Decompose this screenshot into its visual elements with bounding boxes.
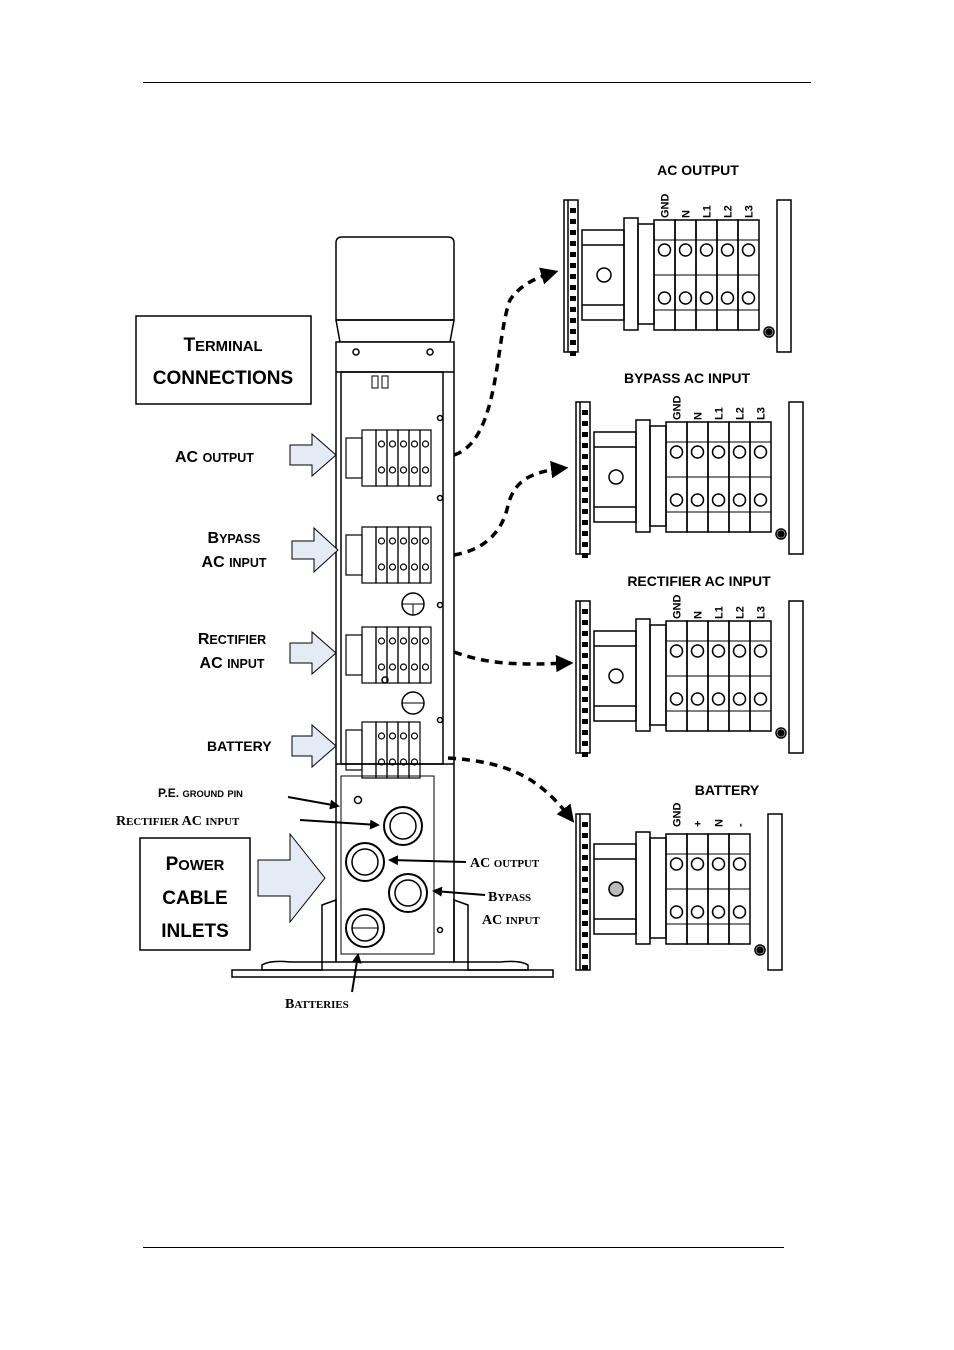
pin-label: L1 (713, 407, 726, 420)
arrow-rectifier (290, 632, 336, 674)
pin-label: L1 (713, 606, 726, 619)
pin-label: L2 (734, 407, 747, 420)
detail-title: BATTERY (694, 782, 760, 798)
pin-label: L3 (755, 606, 768, 619)
pin-label: N (713, 819, 726, 827)
detail-block-1 (576, 370, 803, 558)
pin-label: L3 (755, 407, 768, 420)
pin-label: N (680, 210, 693, 218)
label-rectifier: RECTIFIER (197, 631, 267, 648)
label-bypass-inlet: BYPASS (488, 890, 532, 905)
label-ac-output: AC OUTPUT (175, 449, 254, 466)
detail-block-0 (564, 162, 791, 356)
pin-label: GND (659, 193, 672, 218)
connections-title: CONNECTIONS (152, 368, 294, 389)
terminal-connections-callout (136, 316, 311, 404)
pin-label: GND (671, 395, 684, 420)
label-ac-output-inlet: AC OUTPUT (470, 856, 540, 871)
detail-title: RECTIFIER AC INPUT (627, 573, 771, 589)
cable-title: CABLE (162, 888, 228, 909)
pin-label: + (692, 820, 705, 827)
cable-gland-batteries (346, 909, 384, 947)
arrow-bypass (292, 528, 338, 572)
label-batteries: BATTERIES (285, 997, 349, 1012)
inlets-title: INLETS (161, 921, 229, 942)
detail-block-2 (576, 573, 803, 757)
label-rectifier-ac-input-inlet: RECTIFIER AC INPUT (116, 814, 240, 829)
left-labels (175, 449, 272, 754)
label-battery: BATTERY (207, 738, 272, 754)
detail-block-3 (576, 782, 782, 970)
arrow-power-inlets (258, 834, 325, 922)
block-arrows (258, 434, 338, 922)
arrow-battery (292, 725, 336, 767)
pin-label: L1 (701, 205, 714, 218)
label-bypass: BYPASS (207, 530, 261, 547)
pin-label: N (692, 412, 705, 420)
terminal-title: TERMINAL (183, 335, 263, 356)
pin-label: GND (671, 802, 684, 827)
label-bypass-ac-input-inlet: AC INPUT (482, 913, 540, 928)
pin-label: - (734, 823, 747, 827)
detail-title: AC OUTPUT (657, 162, 739, 178)
power-cable-inlets-callout (140, 838, 250, 950)
pin-label: N (692, 611, 705, 619)
label-bypass-ac-input: AC INPUT (201, 554, 267, 571)
label-rectifier-ac-input: AC INPUT (199, 655, 265, 672)
terminal-block-details (564, 162, 803, 970)
pin-label: L3 (743, 205, 756, 218)
dashed-connectors (448, 272, 572, 820)
detail-title: BYPASS AC INPUT (623, 370, 751, 386)
arrow-ac-output (290, 434, 336, 476)
power-title: POWER (165, 854, 225, 875)
label-pe-ground-pin: P.E. GROUND PIN (158, 786, 243, 800)
pin-label: GND (671, 594, 684, 619)
pin-label: L2 (722, 205, 735, 218)
pin-label: L2 (734, 606, 747, 619)
